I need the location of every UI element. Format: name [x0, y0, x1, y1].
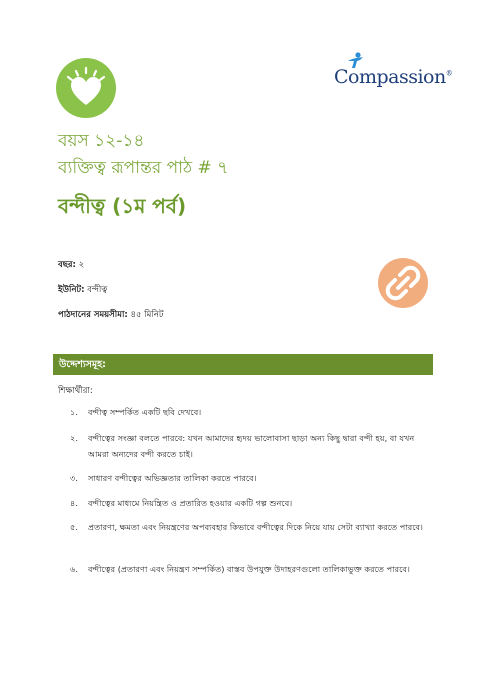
objective-number: ১. [70, 407, 78, 417]
heart-badge [56, 58, 116, 118]
chain-link-icon [378, 258, 428, 308]
objective-text: প্রতারণা, ক্ষমতা এবং নিয়ন্ত্রণের অপব্যবহার কিভাবে বন্দীত্বের দিকে নিয়ে যায় সেটা ব্যাখ্যা করতে পারবে। [88, 522, 423, 532]
objective-text: বন্দীত্ব সম্পর্কিত একটি ছবি দেখবে। [88, 407, 202, 417]
objective-item [70, 495, 428, 511]
objective-text: বন্দীত্বের সংজ্ঞা বলতে পারবে: যখন আমাদের হৃদয় ভালোবাসা ছাড়া অন্য কিছু দ্বারা বন্দী হয়, বা যখন আমরা অন্যদের বন্দী করতে চাই। [88, 433, 415, 459]
objectives-heading: উদ্দেশ্যসমূহ: [53, 354, 433, 375]
meta-unit [58, 283, 107, 297]
lesson-title: বন্দীত্ব (১ম পর্ব) [58, 194, 187, 218]
objective-item [70, 470, 428, 486]
duration-label: পাঠদানের সময়সীমা: [58, 310, 128, 320]
lesson-number: ব্যক্তিত্ব রূপান্তর পাঠ # ৭ [58, 158, 229, 178]
objective-text: বন্দীত্বের (প্রতারণা এবং নিয়ন্ত্রণ সম্পর্কিত) বাস্তব উপযুক্ত উদাহরণগুলো তালিকাভুক্ত করতে পারবে। [88, 564, 410, 574]
meta-duration [58, 308, 164, 322]
brand-name: Compassion [334, 66, 446, 88]
year-label: বছর: [58, 260, 76, 270]
objective-item [70, 519, 428, 535]
objective-number: ৩. [70, 473, 78, 483]
objective-item [70, 561, 428, 577]
objective-text: সাধারণ বন্দীত্বের অভিজ্ঞতার তালিকা করতে পারবে। [88, 473, 257, 483]
age-range: বয়স ১২-১৪ [58, 131, 145, 151]
registered-mark: ® [445, 69, 453, 78]
unit-value: বন্দীত্ব [87, 285, 108, 295]
compassion-logo [330, 52, 453, 92]
heart-icon [56, 58, 116, 118]
objective-item [70, 404, 428, 420]
compassion-wordmark [334, 66, 452, 88]
objective-number: ৫. [70, 522, 78, 532]
objective-number: ৪. [70, 498, 78, 508]
objective-item [70, 430, 428, 462]
link-badge [378, 258, 428, 308]
duration-value: ৪৫ মিনিট [130, 310, 164, 320]
objective-text: বন্দীত্বের মাধ্যমে নিয়ন্ত্রিত ও প্রতারিত হওয়ার একটি গল্প শুনবে। [88, 498, 293, 508]
objective-number: ২. [70, 433, 78, 443]
year-value: ২ [78, 260, 85, 270]
learners-intro: শিক্ষার্থীরা: [58, 386, 93, 396]
objective-number: ৬. [70, 564, 78, 574]
meta-year [58, 258, 84, 272]
unit-label: ইউনিট: [58, 285, 85, 295]
